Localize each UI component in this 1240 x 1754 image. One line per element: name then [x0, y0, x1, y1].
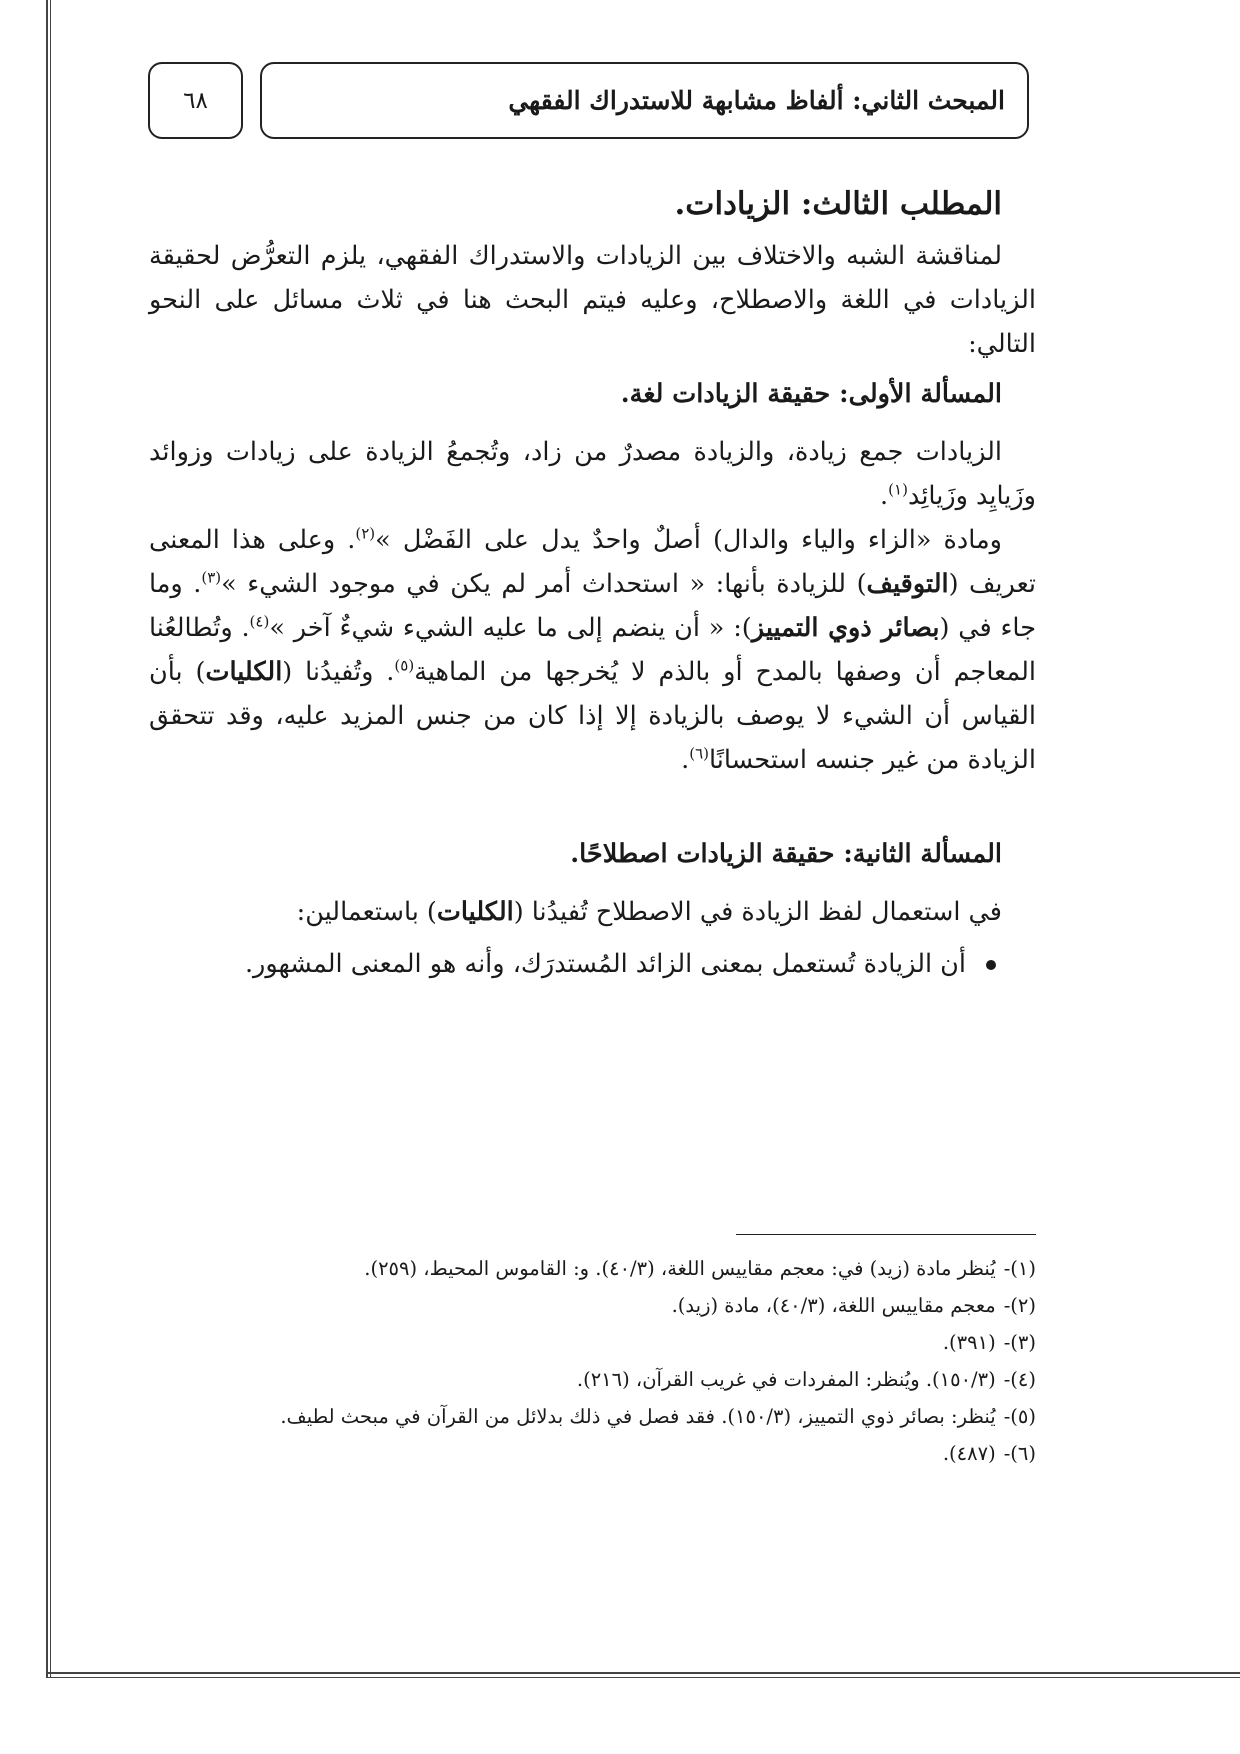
- footnote-number: (٥)-: [1003, 1405, 1036, 1428]
- book-title-kulliyat-2: الكليات: [436, 897, 514, 927]
- p2-segment-a: ومادة «الزاء والياء والدال) أصلٌ واحدٌ يدل على الفَضْل »: [375, 525, 1002, 555]
- issue-2-intro: [149, 890, 1036, 934]
- footnote: [149, 1324, 1036, 1361]
- issue-1-p1-text: الزيادات جمع زيادة، والزيادة مصدرٌ من زاد، وتُجمعُ الزيادة على زيادات وزوائد وزَيايِد وزَيائِد: [149, 437, 1036, 511]
- footnote-text: (١٥٠/٣). ويُنظر: المفردات في غريب القرآن، (٢١٦).: [576, 1368, 996, 1391]
- footnote-ref-6[interactable]: (٦): [689, 744, 710, 763]
- book-title-basair: بصائر ذوي التمييز: [751, 613, 940, 643]
- footnote-number: (١)-: [1003, 1257, 1036, 1280]
- issue-2-title: المسألة الثانية: حقيقة الزيادات اصطلاحًا.: [570, 839, 1002, 869]
- footnote-ref-4[interactable]: (٤): [249, 612, 270, 631]
- footnote-number: (٤)-: [1003, 1368, 1036, 1391]
- issue-1-p1-end: .: [880, 481, 889, 511]
- footnote-number: (٦)-: [1003, 1442, 1036, 1465]
- footnote-number: (٣)-: [1003, 1331, 1036, 1354]
- footnote-ref-3[interactable]: (٣): [201, 568, 222, 587]
- bullet-item: [149, 942, 1036, 986]
- p2-segment-b: . وعلى هذا المعنى تعريف (: [149, 525, 1036, 599]
- p2-segment-d: . وما جاء في (: [149, 569, 1036, 643]
- footnote-text: يُنظر مادة (زيد) في: معجم مقاييس اللغة، (٤٠/٣). و: القاموس المحيط، (٢٥٩).: [364, 1257, 996, 1280]
- intro-paragraph: لمناقشة الشبه والاختلاف بين الزيادات والاستدراك الفقهي، يلزم التعرُّض لحقيقة الزيادات في اللغة والاصطلاح، وعليه فيتم البحث هنا في ثلاث مسائل على النحو التالي:: [149, 241, 1036, 359]
- issue-1-paragraph-2: [149, 518, 1036, 782]
- p2-segment-h: ) بأن القياس أن الشيء لا يوصف بالزيادة إلا إذا كان من جنس المزيد عليه، وقد تتحقق الزيادة من غير جنسه استحسانًا: [149, 657, 1036, 775]
- p2-segment-g: . وتُفيدُنا (: [282, 657, 395, 687]
- page-frame-bottom: [46, 1672, 1240, 1678]
- footnotes: [149, 1250, 1036, 1472]
- footnote: [149, 1287, 1036, 1324]
- footnote-ref-2[interactable]: (٢): [355, 524, 376, 543]
- issue-2-intro-a: في استعمال لفظ الزيادة في الاصطلاح تُفيدُنا (: [513, 897, 1002, 927]
- footnote-text: معجم مقاييس اللغة، (٤٠/٣)، مادة (زيد).: [671, 1294, 996, 1317]
- footnote: [149, 1250, 1036, 1287]
- page-frame-left: [46, 0, 51, 1678]
- page-number-box: [148, 62, 243, 139]
- footnote-text: (٤٨٧).: [942, 1442, 996, 1465]
- page-number: ٦٨: [183, 87, 208, 114]
- running-header-title: المبحث الثاني: ألفاظ مشابهة للاستدراك الفقهي: [508, 86, 1005, 115]
- bullet-text: أن الزيادة تُستعمل بمعنى الزائد المُستدرَك، وأنه هو المعنى المشهور.: [244, 949, 966, 979]
- section-heading: المطلب الثالث: الزيادات.: [674, 186, 1002, 222]
- footnote-separator: [736, 1234, 1036, 1235]
- footnote-number: (٢)-: [1003, 1294, 1036, 1317]
- book-title-kulliyat: الكليات: [205, 657, 283, 687]
- footnote: [149, 1361, 1036, 1398]
- footnote-text: (٣٩١).: [942, 1331, 996, 1354]
- book-title-tawqif: التوقيف: [866, 569, 949, 599]
- footnote: [149, 1435, 1036, 1472]
- issue-2-intro-b: ) باستعمالين:: [296, 897, 437, 927]
- p2-segment-e: ): « أن ينضم إلى ما عليه الشيء شيءٌ آخر »: [269, 613, 752, 643]
- footnote-ref-1[interactable]: (١): [888, 480, 908, 499]
- p2-segment-f: . وتُطالعُنا المعاجم أن وصفها بالمدح أو بالذم لا يُخرجها من الماهية: [149, 613, 1036, 687]
- footnote-ref-5[interactable]: (٥): [394, 656, 415, 675]
- footnote-text: يُنظر: بصائر ذوي التمييز، (١٥٠/٣). فقد فصل في ذلك بدلائل من القرآن في مبحث لطيف.: [280, 1405, 996, 1428]
- issue-1-title: المسألة الأولى: حقيقة الزيادات لغة.: [620, 379, 1002, 409]
- main-content: [149, 182, 1036, 986]
- running-header: [260, 62, 1029, 139]
- p2-segment-c: ) للزيادة بأنها: « استحداث أمر لم يكن في موجود الشيء »: [221, 569, 867, 599]
- p2-segment-i: .: [681, 745, 690, 775]
- footnote: [149, 1398, 1036, 1435]
- issue-1-paragraph-1: [149, 430, 1036, 518]
- bullet-icon: [986, 960, 996, 970]
